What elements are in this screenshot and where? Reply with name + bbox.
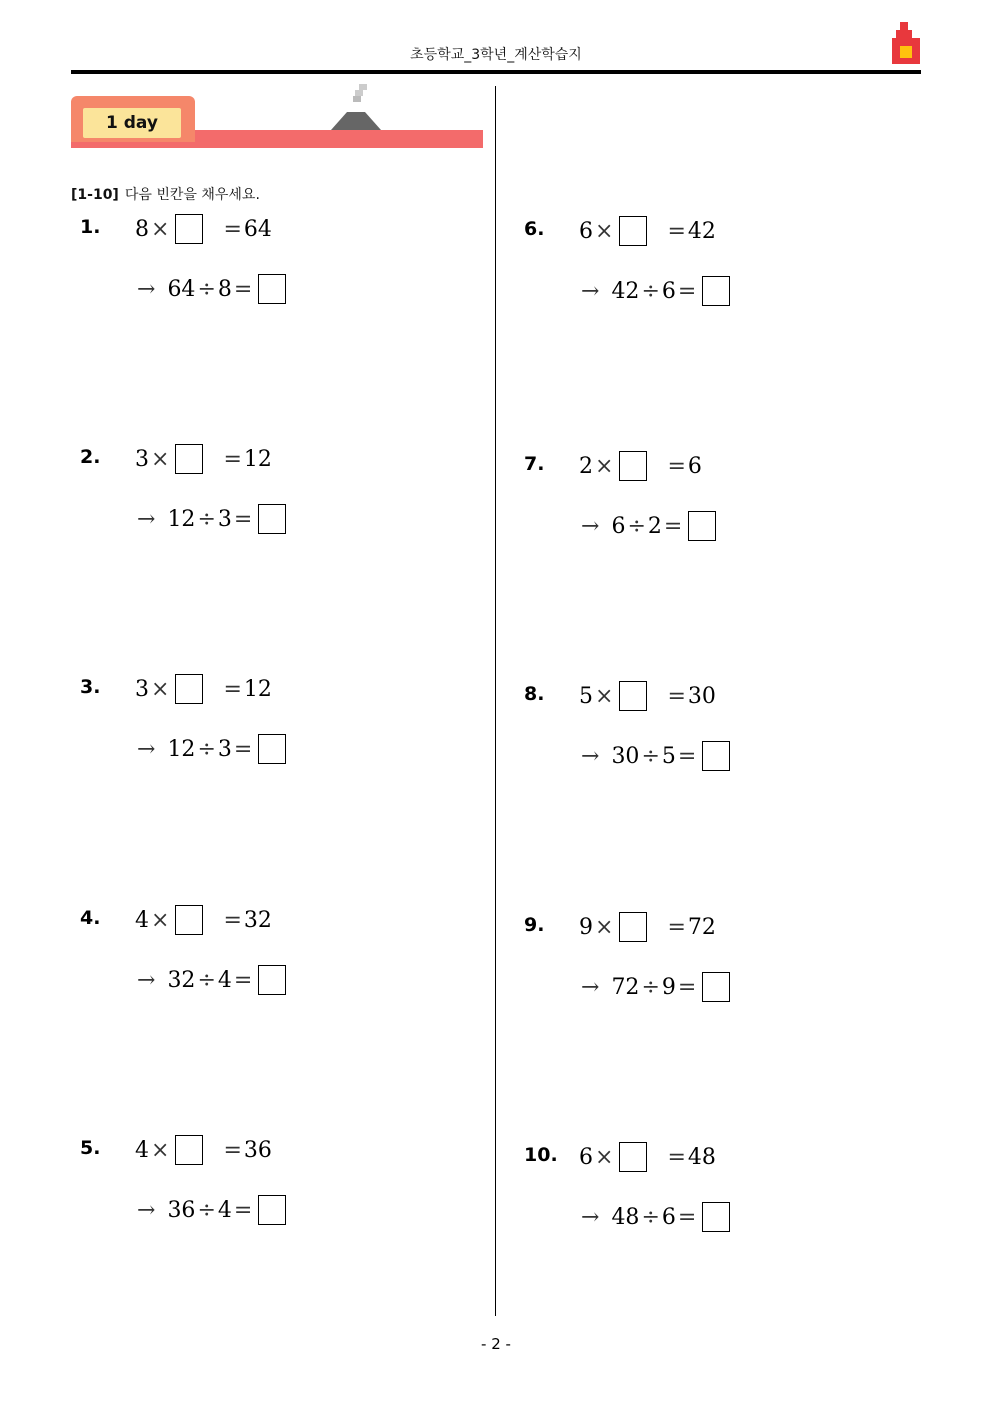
- problem-7: [524, 453, 884, 563]
- arrow-icon: →: [581, 278, 600, 304]
- day-banner: [71, 96, 483, 152]
- factor: 3: [135, 446, 149, 472]
- problem-6: [524, 218, 884, 328]
- factor: 6: [579, 218, 593, 244]
- dividend: 12: [167, 506, 196, 532]
- factor: 8: [135, 216, 149, 242]
- times-sign: ×: [595, 914, 614, 940]
- divisor: 3: [217, 736, 232, 762]
- arrow-icon: →: [137, 967, 156, 993]
- multiplication-equation: [579, 1142, 716, 1172]
- problem-number: 5.: [80, 1137, 101, 1159]
- answer-box-quotient[interactable]: [702, 741, 730, 771]
- product: 42: [687, 218, 716, 244]
- equals-sign: =: [667, 1144, 686, 1170]
- problem-10: [524, 1144, 884, 1254]
- division-equation: [135, 504, 290, 534]
- divide-sign: ÷: [197, 736, 216, 762]
- instruction-text: 다음 빈칸을 채우세요.: [124, 187, 260, 203]
- divisor: 5: [661, 743, 676, 769]
- equals-sign: =: [663, 513, 683, 539]
- equals-sign: =: [677, 974, 697, 1000]
- divide-sign: ÷: [641, 1204, 660, 1230]
- divide-sign: ÷: [197, 506, 216, 532]
- dividend: 12: [167, 736, 196, 762]
- problem-number: 10.: [524, 1144, 558, 1166]
- factor: 4: [135, 1137, 149, 1163]
- arrow-icon: →: [581, 1204, 600, 1230]
- answer-box-factor[interactable]: [175, 674, 203, 704]
- division-equation: [579, 1202, 734, 1232]
- divisor: 4: [217, 1197, 232, 1223]
- factor: 3: [135, 676, 149, 702]
- equals-sign: =: [233, 276, 253, 302]
- instruction: [71, 184, 260, 204]
- divisor: 9: [661, 974, 676, 1000]
- product: 48: [687, 1144, 716, 1170]
- equals-sign: =: [233, 1197, 253, 1223]
- multiplication-equation: [135, 214, 272, 244]
- multiplication-equation: [135, 905, 272, 935]
- multiplication-equation: [135, 444, 272, 474]
- division-equation: [135, 274, 290, 304]
- divisor: 6: [661, 278, 676, 304]
- header-divider: [71, 70, 921, 74]
- problem-number: 3.: [80, 676, 101, 698]
- times-sign: ×: [151, 907, 170, 933]
- answer-box-factor[interactable]: [175, 444, 203, 474]
- problem-3: [80, 676, 440, 786]
- answer-box-factor[interactable]: [175, 1135, 203, 1165]
- equals-sign: =: [223, 216, 242, 242]
- multiplication-equation: [579, 216, 716, 246]
- answer-box-factor[interactable]: [619, 912, 647, 942]
- factor: 4: [135, 907, 149, 933]
- product: 64: [243, 216, 272, 242]
- equals-sign: =: [677, 278, 697, 304]
- volcano-icon: [329, 84, 383, 132]
- page-number: - 2 -: [481, 1335, 511, 1353]
- answer-box-quotient[interactable]: [688, 511, 716, 541]
- answer-box-quotient[interactable]: [258, 734, 286, 764]
- problem-number: 9.: [524, 914, 545, 936]
- multiplication-equation: [579, 912, 716, 942]
- arrow-icon: →: [581, 743, 600, 769]
- answer-box-quotient[interactable]: [702, 1202, 730, 1232]
- divisor: 4: [217, 967, 232, 993]
- dividend: 42: [611, 278, 640, 304]
- division-equation: [579, 276, 734, 306]
- answer-box-factor[interactable]: [619, 451, 647, 481]
- arrow-icon: →: [581, 513, 600, 539]
- answer-box-quotient[interactable]: [258, 965, 286, 995]
- factor: 2: [579, 453, 593, 479]
- equals-sign: =: [233, 506, 253, 532]
- equals-sign: =: [223, 446, 242, 472]
- factor: 9: [579, 914, 593, 940]
- times-sign: ×: [151, 676, 170, 702]
- problem-number: 4.: [80, 907, 101, 929]
- divide-sign: ÷: [641, 974, 660, 1000]
- dividend: 64: [167, 276, 196, 302]
- equals-sign: =: [667, 683, 686, 709]
- equals-sign: =: [677, 743, 697, 769]
- divide-sign: ÷: [641, 278, 660, 304]
- answer-box-quotient[interactable]: [258, 504, 286, 534]
- dividend: 6: [611, 513, 626, 539]
- times-sign: ×: [151, 216, 170, 242]
- worksheet-title: 초등학교_3학년_계산학습지: [410, 47, 582, 63]
- answer-box-quotient[interactable]: [702, 972, 730, 1002]
- answer-box-quotient[interactable]: [702, 276, 730, 306]
- times-sign: ×: [595, 683, 614, 709]
- equals-sign: =: [233, 967, 253, 993]
- divisor: 2: [647, 513, 662, 539]
- product: 6: [687, 453, 702, 479]
- division-equation: [579, 511, 720, 541]
- equals-sign: =: [667, 453, 686, 479]
- division-equation: [579, 972, 734, 1002]
- arrow-icon: →: [137, 276, 156, 302]
- arrow-icon: →: [137, 1197, 156, 1223]
- times-sign: ×: [595, 453, 614, 479]
- product: 30: [687, 683, 716, 709]
- division-equation: [135, 734, 290, 764]
- dividend: 30: [611, 743, 640, 769]
- answer-box-factor[interactable]: [175, 905, 203, 935]
- times-sign: ×: [151, 1137, 170, 1163]
- dividend: 36: [167, 1197, 196, 1223]
- equals-sign: =: [233, 736, 253, 762]
- problem-2: [80, 446, 440, 556]
- product: 72: [687, 914, 716, 940]
- division-equation: [135, 1195, 290, 1225]
- arrow-icon: →: [581, 974, 600, 1000]
- product: 36: [243, 1137, 272, 1163]
- dividend: 72: [611, 974, 640, 1000]
- arrow-icon: →: [137, 506, 156, 532]
- division-equation: [579, 741, 734, 771]
- instruction-range: [1-10]: [71, 187, 119, 203]
- column-divider: [495, 86, 496, 1316]
- divide-sign: ÷: [197, 276, 216, 302]
- pencil-logo-icon: [890, 22, 922, 66]
- equals-sign: =: [223, 676, 242, 702]
- times-sign: ×: [595, 218, 614, 244]
- product: 12: [243, 676, 272, 702]
- problem-1: [80, 216, 440, 326]
- multiplication-equation: [135, 674, 272, 704]
- factor: 5: [579, 683, 593, 709]
- division-equation: [135, 965, 290, 995]
- divisor: 8: [217, 276, 232, 302]
- times-sign: ×: [151, 446, 170, 472]
- answer-box-quotient[interactable]: [258, 1195, 286, 1225]
- problem-number: 8.: [524, 683, 545, 705]
- factor: 6: [579, 1144, 593, 1170]
- equals-sign: =: [667, 218, 686, 244]
- multiplication-equation: [579, 451, 702, 481]
- arrow-icon: →: [137, 736, 156, 762]
- product: 32: [243, 907, 272, 933]
- problem-number: 7.: [524, 453, 545, 475]
- multiplication-equation: [579, 681, 716, 711]
- equals-sign: =: [223, 907, 242, 933]
- problem-number: 6.: [524, 218, 545, 240]
- problem-5: [80, 1137, 440, 1247]
- divisor: 3: [217, 506, 232, 532]
- problem-8: [524, 683, 884, 793]
- divide-sign: ÷: [197, 967, 216, 993]
- problem-9: [524, 914, 884, 1024]
- answer-box-factor[interactable]: [619, 216, 647, 246]
- equals-sign: =: [667, 914, 686, 940]
- problem-number: 1.: [80, 216, 101, 238]
- equals-sign: =: [677, 1204, 697, 1230]
- divide-sign: ÷: [197, 1197, 216, 1223]
- divisor: 6: [661, 1204, 676, 1230]
- answer-box-quotient[interactable]: [258, 274, 286, 304]
- answer-box-factor[interactable]: [619, 1142, 647, 1172]
- product: 12: [243, 446, 272, 472]
- dividend: 48: [611, 1204, 640, 1230]
- answer-box-factor[interactable]: [175, 214, 203, 244]
- answer-box-factor[interactable]: [619, 681, 647, 711]
- problem-number: 2.: [80, 446, 101, 468]
- multiplication-equation: [135, 1135, 272, 1165]
- divide-sign: ÷: [627, 513, 646, 539]
- times-sign: ×: [595, 1144, 614, 1170]
- problem-4: [80, 907, 440, 1017]
- equals-sign: =: [223, 1137, 242, 1163]
- divide-sign: ÷: [641, 743, 660, 769]
- day-label: 1 day: [83, 108, 181, 138]
- dividend: 32: [167, 967, 196, 993]
